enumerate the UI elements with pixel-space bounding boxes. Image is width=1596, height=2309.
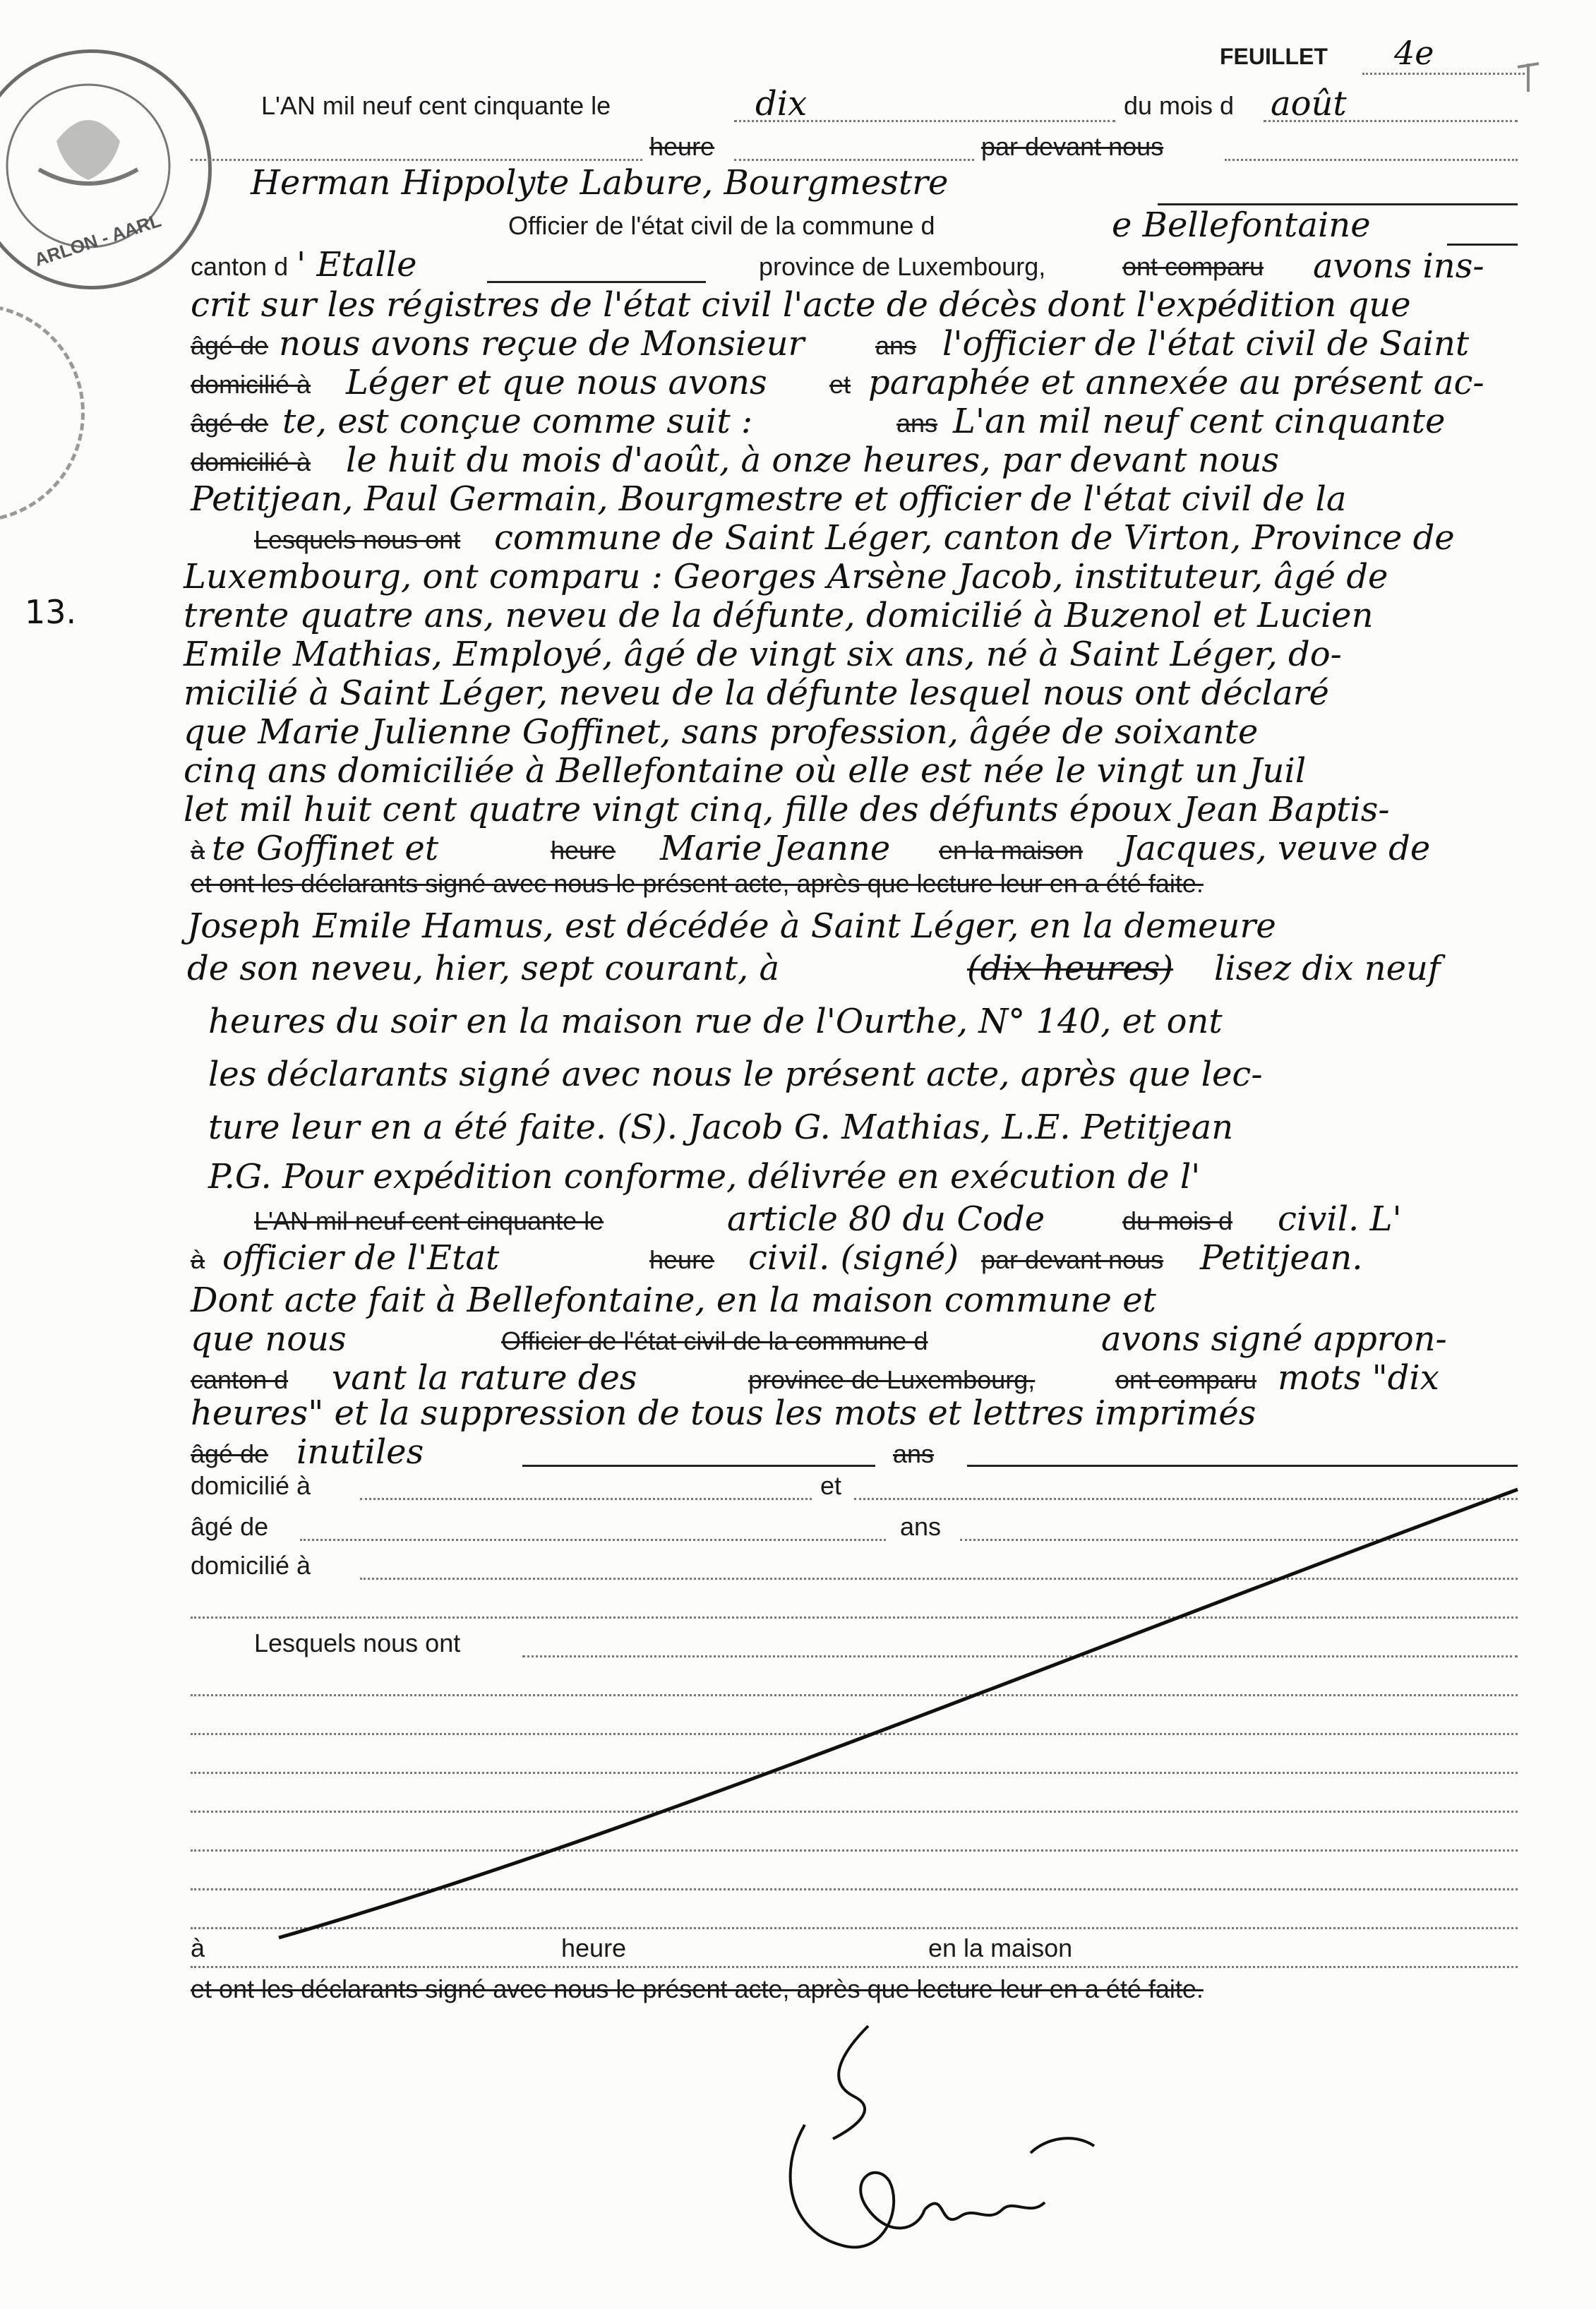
feuillet-number: 4e <box>1394 34 1434 72</box>
blank-line <box>191 1966 1518 1968</box>
blank-line <box>191 159 642 161</box>
printed-ans-3: ans <box>893 1439 935 1468</box>
hw-line-06b: l'officier de l'état civil de Saint <box>942 324 1470 364</box>
blank-line <box>191 1733 1518 1735</box>
hw-line-07b: paraphée et annexée au présent ac- <box>868 363 1484 402</box>
domicilie-label-a: domicilié à <box>191 1471 311 1500</box>
hw-line-17: cinq ans domiciliée à Bellefontaine où elle est née le vingt un Juil <box>184 751 1307 791</box>
printed-age-de-2: âgé de <box>191 409 269 438</box>
feuillet-label: FEUILLET <box>1220 44 1328 69</box>
printed-province-2: province de Luxembourg, <box>748 1365 1036 1394</box>
printed-et: et <box>829 370 851 399</box>
printed-domicilie: domicilié à <box>191 370 311 399</box>
hw-line-08: te, est conçue comme suit : <box>282 402 753 441</box>
hw-line-21: de son neveu, hier, sept courant, à <box>187 949 780 988</box>
blank-line <box>191 1694 1518 1696</box>
hw-line-15: micilié à Saint Léger, neveu de la défunte lesquel nous ont déclaré <box>184 673 1329 713</box>
seal-text: ARLON - AARL <box>31 209 164 271</box>
commune-value: e Bellefontaine <box>1112 205 1371 245</box>
partial-seal-stamp <box>0 304 85 522</box>
printed-a-2: à <box>191 1245 205 1274</box>
blank-line <box>960 1539 1518 1541</box>
blank-line <box>522 1655 1518 1657</box>
heure-label: heure <box>649 132 715 161</box>
lesquels-label: Lesquels nous ont <box>254 1629 461 1657</box>
printed-age-de-3: âgé de <box>191 1439 269 1468</box>
blank-line <box>300 1539 886 1541</box>
hw-line-21b: (dix heures) <box>967 949 1174 988</box>
hw-line-27b: civil. (signé) <box>748 1238 959 1278</box>
month-value: août <box>1271 84 1347 124</box>
officer-name: Herman Hippolyte Labure, Bourgmestre <box>251 163 949 203</box>
printed-declarants: et ont les déclarants signé avec nous le présent acte, après que lecture leur en a été faite. <box>191 869 1204 898</box>
hw-line-27c: Petitjean. <box>1200 1238 1363 1278</box>
hw-line-05: crit sur les régistres de l'état civil l'acte de décès dont l'expédition que <box>191 285 1411 325</box>
hw-line-27: officier de l'Etat <box>222 1238 500 1278</box>
printed-month-repeat: du mois d <box>1122 1206 1233 1235</box>
hw-line-24: ture leur en a été faite. (S). Jacob G. Mathias, L.E. Petitjean <box>208 1108 1234 1147</box>
hw-line-19: te Goffinet et <box>212 829 439 868</box>
printed-en-la-maison: en la maison <box>939 836 1084 865</box>
handwritten-signature <box>762 1998 1186 2294</box>
blank-line <box>191 1811 1518 1813</box>
en-la-maison-label: en la maison <box>928 1933 1073 1962</box>
blank-line <box>967 1465 1518 1467</box>
canton-value: ' Etalle <box>296 245 417 284</box>
declarants-sentence-b: et ont les déclarants signé avec nous le présent acte, après que lecture leur en a été faite. <box>191 1974 1204 2003</box>
blank-line <box>1225 159 1518 161</box>
blank-line <box>854 1498 1518 1500</box>
printed-lesquels: Lesquels nous ont <box>254 525 461 554</box>
day-value: dix <box>755 84 808 124</box>
printed-heure-2: heure <box>649 1245 715 1274</box>
a-label: à <box>191 1933 205 1962</box>
hw-line-25: P.G. Pour expédition conforme, délivrée en exécution de l' <box>208 1157 1201 1197</box>
domicilie-label-b: domicilié à <box>191 1551 311 1580</box>
printed-ans-2: ans <box>896 409 938 438</box>
printed-ans: ans <box>875 331 917 360</box>
printed-officier-2: Officier de l'état civil de la commune d <box>501 1326 928 1355</box>
ans-label-b: ans <box>900 1512 942 1541</box>
age-label-b: âgé de <box>191 1512 269 1541</box>
par-devant-label: par devant nous <box>981 132 1164 161</box>
ont-comparu-label: ont comparu <box>1122 252 1264 281</box>
et-label: et <box>820 1471 842 1500</box>
hw-line-09: le huit du mois d'août, à onze heures, par devant nous <box>346 440 1280 480</box>
hw-line-11: commune de Saint Léger, canton de Virton, Province de <box>494 518 1455 558</box>
blank-line <box>360 1498 812 1500</box>
hw-line-07: Léger et que nous avons <box>346 363 767 402</box>
canton-label: canton d <box>191 252 289 281</box>
hw-line-12: Luxembourg, ont comparu : Georges Arsène Jacob, instituteur, âgé de <box>184 557 1388 596</box>
blank-line <box>191 1888 1518 1890</box>
printed-a: à <box>191 836 205 865</box>
blank-line <box>1447 244 1518 246</box>
hw-line-19b: Marie Jeanne <box>660 829 891 868</box>
feuillet-line <box>1362 73 1525 75</box>
hw-line-04: avons ins- <box>1313 246 1484 286</box>
hw-line-22: heures du soir en la maison rue de l'Ourthe, N° 140, et ont <box>208 1002 1223 1041</box>
hw-line-29: que nous <box>191 1319 347 1359</box>
hw-line-10: Petitjean, Paul Germain, Bourgmestre et officier de l'état civil de la <box>191 479 1347 519</box>
printed-heure: heure <box>551 836 616 865</box>
hw-line-29b: avons signé appron- <box>1101 1319 1447 1359</box>
hw-line-21c: lisez dix neuf <box>1214 949 1441 988</box>
year-label: L'AN mil neuf cent cinquante le <box>261 91 611 120</box>
blank-line <box>522 1465 875 1467</box>
blank-line <box>487 281 706 283</box>
hw-line-13: trente quatre ans, neveu de la défunte, domicilié à Buzenol et Lucien <box>184 596 1374 635</box>
printed-canton-2: canton d <box>191 1365 289 1394</box>
printed-par-devant-2: par devant nous <box>981 1245 1164 1274</box>
hw-line-31: heures" et la suppression de tous les mots et lettres imprimés <box>191 1393 1256 1433</box>
hw-line-23: les déclarants signé avec nous le présent acte, après que lec- <box>208 1055 1263 1094</box>
blank-line <box>734 159 974 161</box>
blank-line <box>191 1849 1518 1852</box>
hw-line-32: inutiles <box>296 1432 424 1472</box>
printed-domicilie-2: domicilié à <box>191 448 311 476</box>
hw-line-16: que Marie Julienne Goffinet, sans profession, âgée de soixante <box>184 712 1259 752</box>
hw-line-26: article 80 du Code <box>727 1199 1045 1239</box>
month-label: du mois d <box>1124 91 1235 120</box>
hw-line-30: vant la rature des <box>332 1358 637 1398</box>
hw-line-18: let mil huit cent quatre vingt cinq, fille des défunts époux Jean Baptis- <box>184 790 1390 829</box>
hw-line-20: Joseph Emile Hamus, est décédée à Saint Léger, en la demeure <box>187 906 1276 946</box>
hw-line-19c: Jacques, veuve de <box>1122 829 1431 868</box>
pencil-mark-icon <box>1511 56 1560 99</box>
hw-line-28: Dont acte fait à Bellefontaine, en la maison commune et <box>191 1281 1156 1320</box>
hw-line-08b: L'an mil neuf cent cinquante <box>953 402 1446 441</box>
hw-line-30b: mots "dix <box>1278 1358 1439 1398</box>
province-label: province de Luxembourg, <box>759 252 1046 281</box>
record-number: 13. <box>25 593 77 631</box>
heure-label-b: heure <box>561 1933 627 1962</box>
printed-year-repeat: L'AN mil neuf cent cinquante le <box>254 1206 604 1235</box>
hw-line-06: nous avons reçue de Monsieur <box>279 324 805 364</box>
official-seal-stamp <box>0 49 212 289</box>
printed-age-de: âgé de <box>191 331 269 360</box>
hw-line-14: Emile Mathias, Employé, âgé de vingt six ans, né à Saint Léger, do- <box>184 635 1342 674</box>
blank-line <box>191 1927 1518 1929</box>
officier-label: Officier de l'état civil de la commune d <box>508 211 935 240</box>
hw-line-26b: civil. L' <box>1278 1199 1402 1239</box>
blank-line <box>360 1578 1518 1580</box>
blank-line <box>191 1617 1518 1619</box>
blank-line <box>191 1772 1518 1774</box>
printed-ont-comparu-2: ont comparu <box>1115 1365 1257 1394</box>
